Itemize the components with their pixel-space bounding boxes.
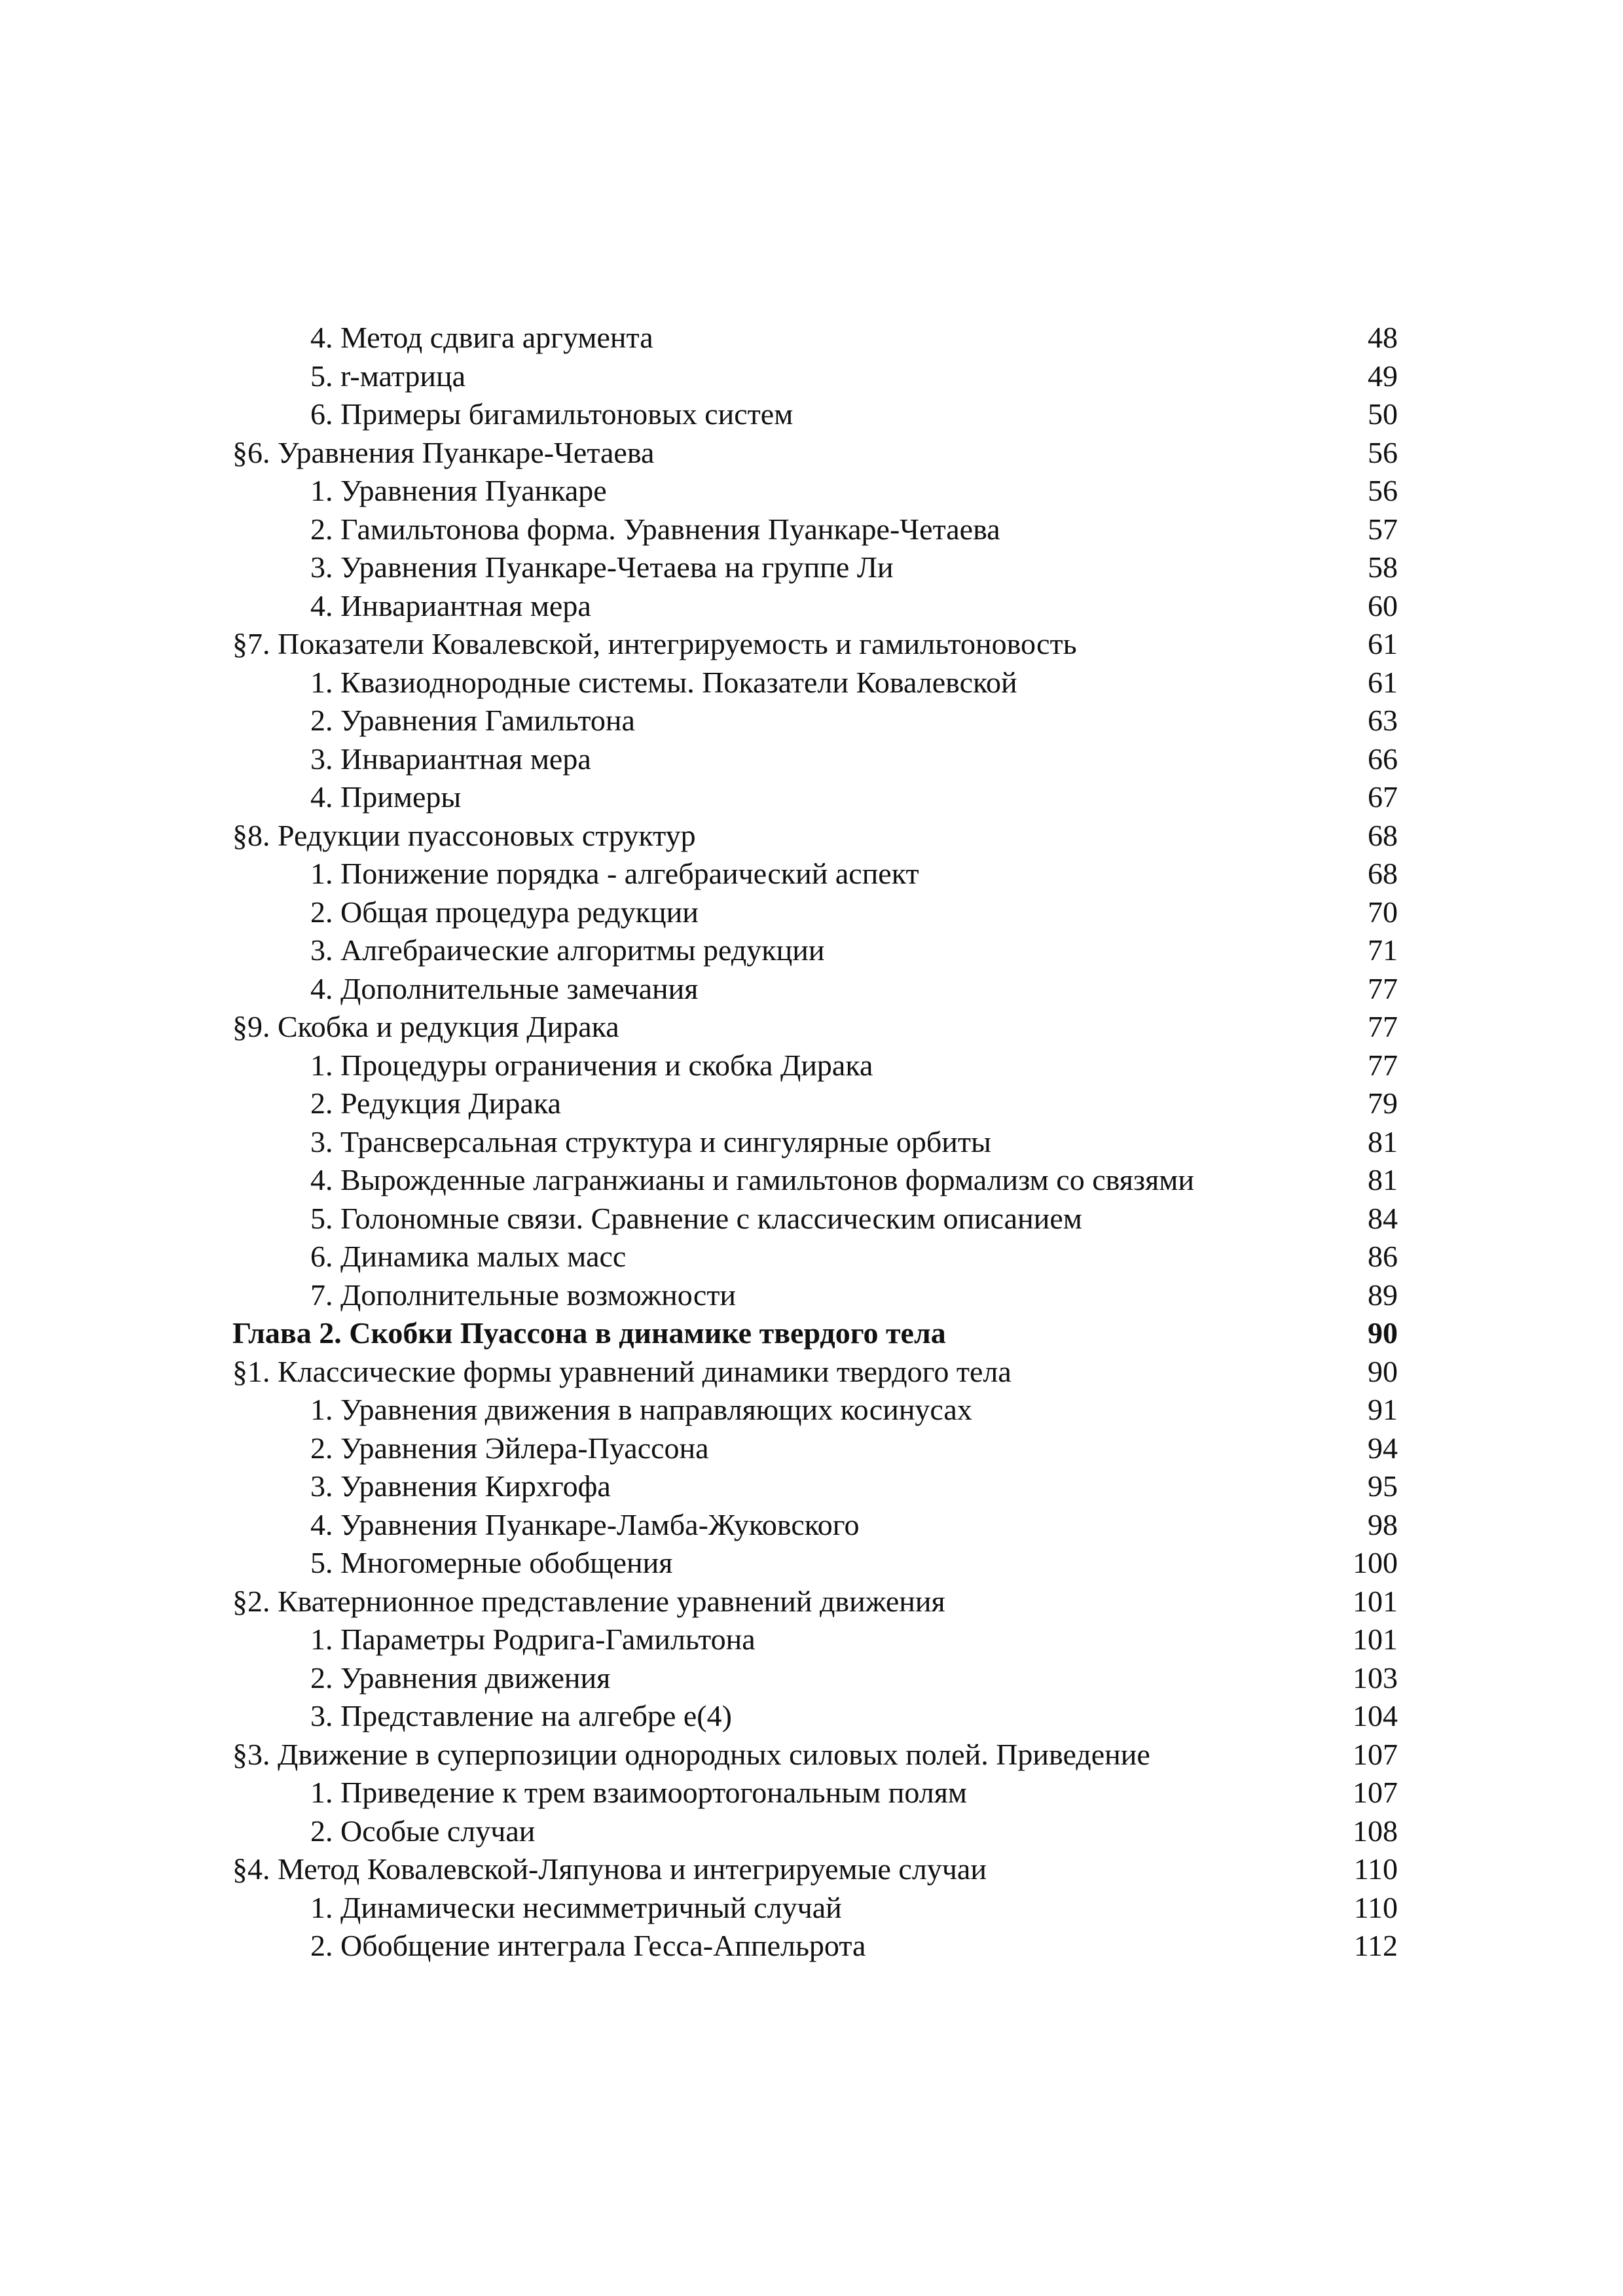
toc-entry-page-number: 107 <box>1353 1776 1398 1809</box>
toc-entry-title: 2. Уравнения Гамильтона <box>310 704 635 737</box>
toc-entry-page-number: 103 <box>1353 1660 1398 1695</box>
toc-entry-page-number: 60 <box>1368 588 1398 622</box>
toc-subsection-row <box>232 1429 1398 1468</box>
toc-entry-page-number: 108 <box>1353 1814 1398 1848</box>
toc-entry-title: 5. Многомерные обобщения <box>310 1546 673 1579</box>
toc-entry-page-number: 67 <box>1368 780 1398 814</box>
toc-subsection-row <box>232 472 1398 511</box>
toc-entry-title: 3. Уравнения Пуанкаре-Четаева на группе Ли <box>310 550 894 584</box>
toc-entry-title: 1. Приведение к трем взаимоортогональным полям <box>310 1776 967 1809</box>
toc-entry-title: 7. Дополнительные возможности <box>310 1278 737 1312</box>
toc-entry-title: §9. Скобка и редукция Дирака <box>232 1010 619 1043</box>
toc-subsection-row <box>232 931 1398 970</box>
toc-entry-title: Глава 2. Скобки Пуассона в динамике твердого тела <box>232 1316 946 1350</box>
toc-subsection-row <box>232 1506 1398 1545</box>
toc-subsection-row <box>232 1161 1398 1200</box>
toc-entry-page-number: 86 <box>1368 1240 1398 1273</box>
toc-entry-page-number: 68 <box>1368 818 1398 852</box>
toc-entry-page-number: 49 <box>1368 359 1398 393</box>
toc-subsection-row <box>232 1621 1398 1659</box>
toc-entry-page-number: 56 <box>1368 435 1398 469</box>
toc-subsection-row <box>232 1238 1398 1276</box>
toc-entry-title: 1. Параметры Родрига-Гамильтона <box>310 1623 756 1656</box>
toc-entry-title: 4. Примеры <box>310 780 462 814</box>
toc-entry-page-number: 70 <box>1368 895 1398 929</box>
toc-entry-page-number: 63 <box>1368 704 1398 737</box>
toc-subsection-row <box>232 1200 1398 1238</box>
toc-subsection-row <box>232 855 1398 893</box>
toc-entry-title: 2. Особые случаи <box>310 1814 536 1848</box>
toc-entry-title: 1. Динамически несимметричный случай <box>310 1890 842 1924</box>
toc-entry-title: 1. Уравнения движения в направляющих косинусах <box>310 1393 972 1426</box>
toc-section-row <box>232 1353 1398 1391</box>
toc-entry-title: 3. Инвариантная мера <box>310 742 591 776</box>
toc-subsection-row <box>232 548 1398 587</box>
toc-entry-page-number: 48 <box>1368 321 1398 354</box>
toc-entry-page-number: 81 <box>1368 1163 1398 1196</box>
toc-entry-title: 1. Понижение порядка - алгебраический аспект <box>310 857 919 890</box>
toc-subsection-row <box>232 1697 1398 1736</box>
toc-entry-title: 1. Уравнения Пуанкаре <box>310 474 607 507</box>
toc-subsection-row <box>232 1276 1398 1315</box>
toc-entry-title: 4. Метод сдвига аргумента <box>310 321 653 354</box>
toc-chapter-row <box>232 1314 1398 1353</box>
toc-entry-title: 3. Уравнения Кирхгофа <box>310 1469 611 1503</box>
toc-entry-page-number: 94 <box>1368 1431 1398 1465</box>
toc-section-row <box>232 1583 1398 1621</box>
toc-entry-page-number: 110 <box>1353 1852 1398 1886</box>
toc-section-row <box>232 817 1398 855</box>
toc-entry-page-number: 50 <box>1368 397 1398 431</box>
toc-entry-page-number: 58 <box>1368 550 1398 584</box>
toc-subsection-row <box>232 1467 1398 1506</box>
toc-subsection-row <box>232 1544 1398 1583</box>
toc-entry-page-number: 77 <box>1368 1048 1398 1082</box>
toc-entry-page-number: 100 <box>1353 1546 1398 1579</box>
toc-subsection-row <box>232 664 1398 702</box>
toc-entry-title: §8. Редукции пуассоновых структур <box>232 818 696 852</box>
toc-subsection-row <box>232 357 1398 396</box>
toc-entry-page-number: 107 <box>1353 1737 1398 1771</box>
toc-entry-title: §3. Движение в суперпозиции однородных силовых полей. Приведение <box>232 1737 1150 1771</box>
toc-subsection-row <box>232 395 1398 434</box>
toc-subsection-row <box>232 1123 1398 1162</box>
toc-entry-page-number: 98 <box>1368 1507 1398 1541</box>
toc-entry-title: §4. Метод Ковалевской-Ляпунова и интегрируемые случаи <box>232 1852 987 1886</box>
toc-subsection-row <box>232 970 1398 1009</box>
toc-entry-page-number: 101 <box>1353 1623 1398 1656</box>
toc-entry-page-number: 89 <box>1368 1278 1398 1312</box>
toc-entry-title: 1. Процедуры ограничения и скобка Дирака <box>310 1048 873 1082</box>
toc-subsection-row <box>232 1774 1398 1812</box>
toc-entry-page-number: 84 <box>1368 1201 1398 1235</box>
toc-subsection-row <box>232 778 1398 817</box>
toc-entry-page-number: 104 <box>1353 1699 1398 1732</box>
toc-entry-title: 5. Голономные связи. Сравнение с классическим описанием <box>310 1201 1082 1235</box>
toc-entry-title: 1. Квазиоднородные системы. Показатели Ковалевской <box>310 665 1017 699</box>
toc-entry-title: 4. Уравнения Пуанкаре-Ламба-Жуковского <box>310 1507 860 1541</box>
toc-entry-title: 2. Редукция Дирака <box>310 1086 561 1120</box>
toc-subsection-row <box>232 1927 1398 1965</box>
toc-entry-title: 4. Дополнительные замечания <box>310 971 699 1005</box>
toc-entry-title: §2. Кватернионное представление уравнений движения <box>232 1584 945 1618</box>
toc-entry-page-number: 57 <box>1368 512 1398 546</box>
toc-entry-title: 6. Примеры бигамильтоновых систем <box>310 397 793 431</box>
toc-entry-page-number: 61 <box>1368 627 1398 660</box>
toc-entry-title: 2. Уравнения Эйлера-Пуассона <box>310 1431 709 1465</box>
toc-entry-page-number: 95 <box>1368 1469 1398 1503</box>
toc-subsection-row <box>232 587 1398 626</box>
toc-subsection-row <box>232 511 1398 549</box>
toc-subsection-row <box>232 1812 1398 1851</box>
toc-entry-title: 5. r-матрица <box>310 359 466 393</box>
toc-subsection-row <box>232 1659 1398 1698</box>
toc-entry-title: 2. Гамильтонова форма. Уравнения Пуанкаре-Четаева <box>310 512 1000 546</box>
toc-section-row <box>232 434 1398 473</box>
toc-entry-title: 3. Представление на алгебре e(4) <box>310 1699 732 1732</box>
toc-entry-page-number: 66 <box>1368 742 1398 776</box>
toc-entry-title: 4. Вырожденные лагранжианы и гамильтонов формализм со связями <box>310 1163 1194 1196</box>
toc-entry-page-number: 77 <box>1368 971 1398 1005</box>
toc-entry-page-number: 81 <box>1368 1124 1398 1158</box>
toc-entry-page-number: 77 <box>1368 1010 1398 1043</box>
toc-subsection-row <box>232 893 1398 932</box>
toc-subsection-row <box>232 319 1398 357</box>
toc-section-row <box>232 1736 1398 1774</box>
toc-entry-title: §7. Показатели Ковалевской, интегрируемость и гамильтоновость <box>232 627 1077 660</box>
table-of-contents <box>232 319 1398 1965</box>
toc-subsection-row <box>232 1889 1398 1928</box>
toc-subsection-row <box>232 702 1398 740</box>
toc-entry-page-number: 79 <box>1368 1086 1398 1120</box>
toc-entry-page-number: 68 <box>1368 857 1398 890</box>
toc-section-row <box>232 625 1398 664</box>
toc-entry-title: 2. Общая процедура редукции <box>310 895 699 929</box>
toc-entry-title: 3. Алгебраические алгоритмы редукции <box>310 933 825 967</box>
toc-entry-page-number: 90 <box>1368 1354 1398 1388</box>
toc-entry-title: 2. Уравнения движения <box>310 1660 611 1695</box>
toc-entry-page-number: 112 <box>1353 1929 1398 1962</box>
toc-entry-title: 4. Инвариантная мера <box>310 588 591 622</box>
toc-entry-page-number: 56 <box>1368 474 1398 507</box>
toc-entry-title: §1. Классические формы уравнений динамики твердого тела <box>232 1354 1012 1388</box>
toc-entry-page-number: 71 <box>1368 933 1398 967</box>
toc-subsection-row <box>232 1047 1398 1085</box>
toc-entry-title: 3. Трансверсальная структура и сингулярные орбиты <box>310 1124 991 1158</box>
toc-entry-page-number: 61 <box>1368 665 1398 699</box>
toc-entry-title: 2. Обобщение интеграла Гесса-Аппельрота <box>310 1929 866 1962</box>
toc-entry-title: §6. Уравнения Пуанкаре-Четаева <box>232 435 655 469</box>
toc-entry-page-number: 90 <box>1368 1316 1398 1350</box>
toc-subsection-row <box>232 740 1398 779</box>
toc-entry-page-number: 110 <box>1353 1890 1398 1924</box>
toc-subsection-row <box>232 1391 1398 1429</box>
toc-entry-page-number: 101 <box>1353 1584 1398 1618</box>
toc-section-row <box>232 1850 1398 1889</box>
toc-entry-title: 6. Динамика малых масс <box>310 1240 627 1273</box>
toc-section-row <box>232 1008 1398 1047</box>
toc-subsection-row <box>232 1085 1398 1123</box>
toc-entry-page-number: 91 <box>1368 1393 1398 1426</box>
